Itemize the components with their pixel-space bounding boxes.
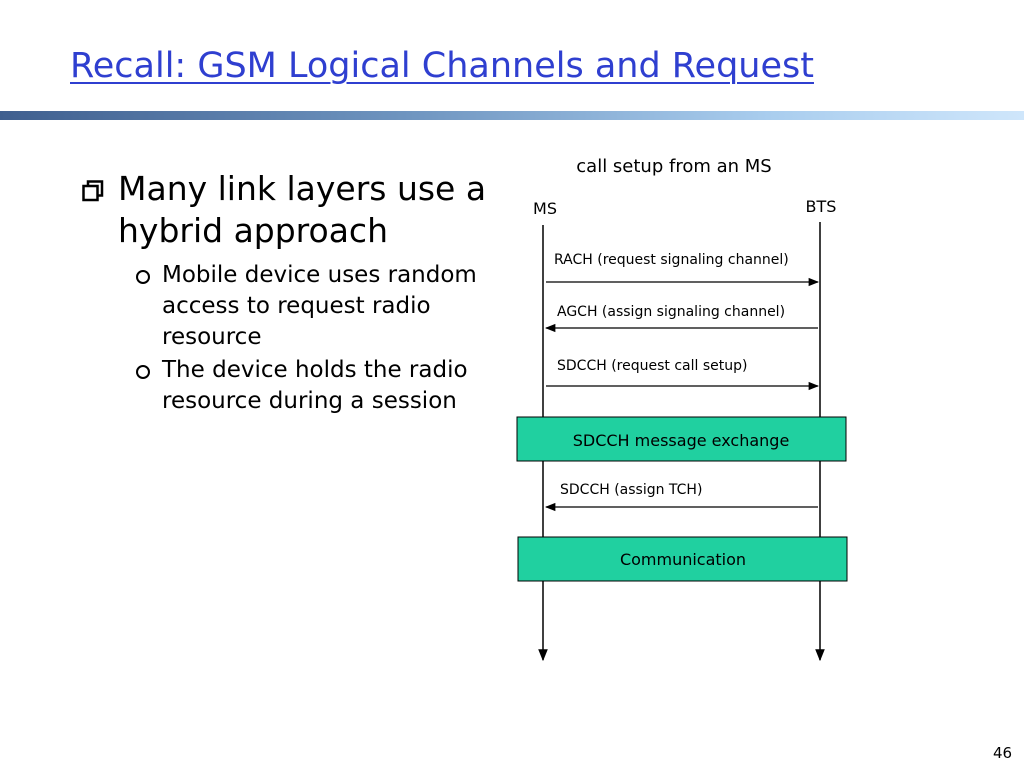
bullet-main-text: Many link layers use a hybrid approach	[118, 169, 487, 250]
diagram-caption: call setup from an MS	[576, 156, 772, 177]
message-label: SDCCH (assign TCH)	[560, 482, 703, 498]
bts-label: BTS	[805, 197, 837, 216]
message-label: RACH (request signaling channel)	[554, 252, 789, 268]
page-number: 46	[993, 744, 1013, 762]
box-label: SDCCH message exchange	[572, 431, 790, 450]
sub-bullet-text: The device holds the radio resource during a session	[162, 357, 468, 414]
ms-label: MS	[533, 199, 557, 218]
box-label: Communication	[619, 550, 747, 569]
message-label: AGCH (assign signaling channel)	[557, 304, 786, 320]
slide-title: Recall: GSM Logical Channels and Request	[70, 46, 814, 86]
message-label: SDCCH (request call setup)	[557, 358, 748, 374]
sub-bullet-text: Mobile device uses random access to request radio resource	[162, 262, 477, 350]
